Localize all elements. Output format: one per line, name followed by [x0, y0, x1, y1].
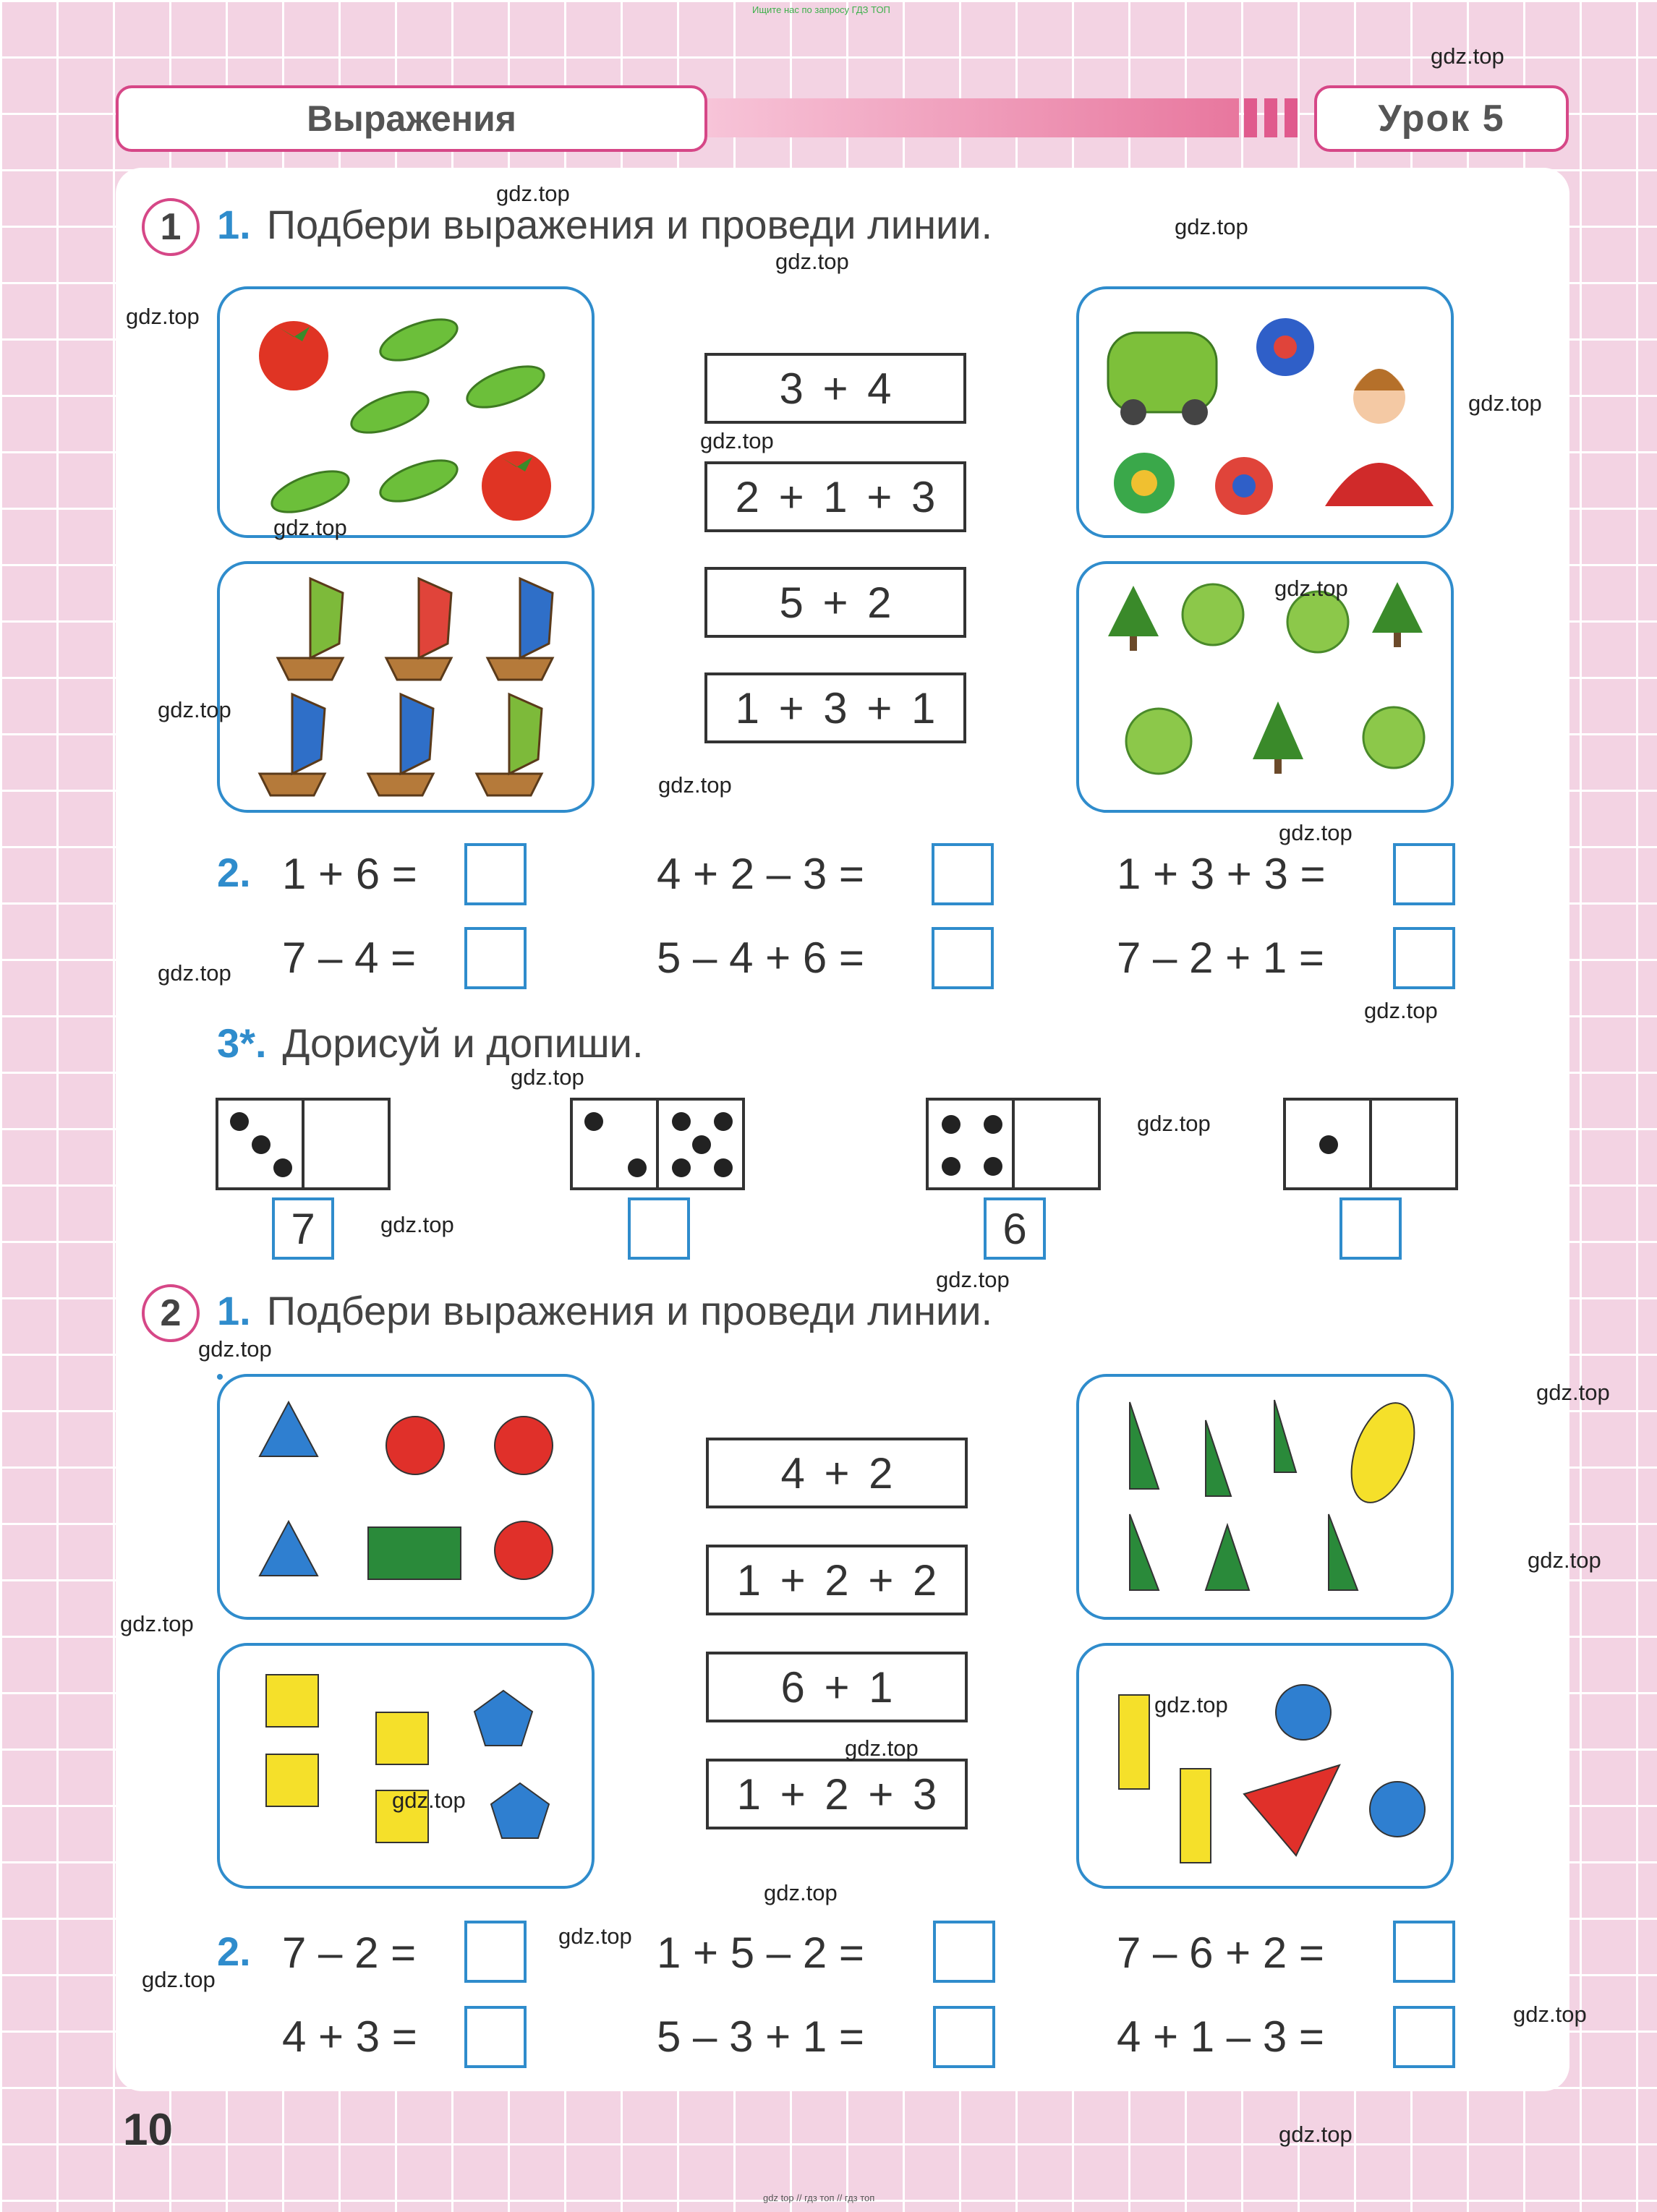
picture-box-triangles-circles[interactable] [217, 1374, 595, 1620]
expression-box[interactable]: 5 + 2 [704, 567, 966, 638]
watermark: gdz.top [1528, 1547, 1601, 1573]
domino [570, 1098, 745, 1190]
domino-dot [942, 1115, 960, 1134]
domino-dot [628, 1158, 647, 1177]
shapes-illustration [220, 1646, 592, 1886]
section-marker-2: 2 [142, 1284, 200, 1342]
equation: 1 + 3 + 3 = [1117, 850, 1326, 898]
header-stripe [1264, 98, 1277, 137]
expression-box[interactable]: 4 + 2 [706, 1438, 968, 1508]
watermark: gdz.top [511, 1064, 584, 1090]
domino-dot [714, 1158, 733, 1177]
domino [926, 1098, 1101, 1190]
equation: 1 + 5 – 2 = [657, 1929, 864, 1977]
pentagon-icon [474, 1691, 532, 1746]
watermark: gdz.top [1274, 576, 1348, 601]
shapes-illustration [1079, 1646, 1451, 1886]
task-number: 2. [217, 850, 251, 895]
task-number: 3*. [217, 1020, 267, 1066]
watermark: gdz.top [658, 772, 732, 798]
section1-task3 [217, 1020, 644, 1067]
domino-dot [942, 1157, 960, 1176]
triangle-icon [260, 1402, 318, 1456]
watermark: gdz.top [120, 1611, 194, 1636]
bottom-note: gdz top // гдз топ // гдз топ [763, 2192, 875, 2203]
watermark: gdz.top [142, 1967, 216, 1992]
top-note: Ищите нас по запросу ГДЗ ТОП [752, 4, 890, 15]
circle-icon [1276, 1685, 1331, 1740]
rectangle-icon [1119, 1695, 1149, 1789]
answer-box[interactable] [464, 1921, 527, 1983]
watermark: gdz.top [198, 1336, 272, 1362]
domino [216, 1098, 391, 1190]
watermark: gdz.top [380, 1212, 454, 1237]
domino-dot [984, 1115, 1002, 1134]
answer-box[interactable] [1393, 843, 1455, 905]
lesson-label [1314, 85, 1569, 152]
section2-task2-number [217, 1928, 267, 1975]
section1-task2-number [217, 849, 267, 896]
header-band [707, 98, 1239, 137]
expression-box[interactable]: 2 + 1 + 3 [704, 461, 966, 532]
expression-box[interactable]: 1 + 3 + 1 [704, 672, 966, 743]
watermark: gdz.top [1279, 2122, 1353, 2147]
domino-dot [230, 1112, 249, 1131]
domino-answer-box[interactable]: 7 [272, 1197, 334, 1260]
watermark: gdz.top [775, 249, 849, 274]
watermark: gdz.top [392, 1788, 466, 1813]
shapes-illustration [220, 1377, 592, 1617]
answer-box[interactable] [464, 2006, 527, 2068]
watermark: gdz.top [158, 960, 231, 986]
picture-box-toys[interactable] [1076, 286, 1454, 538]
answer-box[interactable] [1393, 2006, 1455, 2068]
domino [1283, 1098, 1458, 1190]
equation: 4 + 2 – 3 = [657, 850, 864, 898]
domino-dot [273, 1158, 292, 1177]
domino-dot [714, 1112, 733, 1131]
equation: 7 – 6 + 2 = [1117, 1929, 1324, 1977]
circle-icon [1370, 1782, 1425, 1837]
domino-half [1286, 1101, 1369, 1187]
picture-box-green-triangles[interactable] [1076, 1374, 1454, 1620]
watermark: gdz.top [126, 304, 200, 329]
domino-dot [984, 1157, 1002, 1176]
answer-box[interactable] [464, 843, 527, 905]
triangle-icon [1329, 1514, 1358, 1590]
watermark: gdz.top [496, 181, 570, 206]
triangle-icon [1130, 1402, 1159, 1489]
watermark: gdz.top [1431, 43, 1504, 69]
lesson-label-text: Урок 5 [1378, 98, 1505, 140]
domino-dot [672, 1158, 691, 1177]
rectangle-icon [1180, 1769, 1211, 1863]
answer-box[interactable] [1393, 927, 1455, 989]
answer-box[interactable] [932, 927, 994, 989]
domino-half [929, 1101, 1012, 1187]
watermark: gdz.top [764, 1880, 838, 1905]
triangle-icon [1274, 1400, 1296, 1472]
domino-dot [584, 1112, 603, 1131]
tomato-icon [482, 451, 551, 521]
vegetables-illustration [220, 289, 592, 535]
circle-icon [495, 1417, 553, 1474]
section2-task1 [217, 1287, 992, 1334]
domino-half-empty[interactable] [302, 1101, 388, 1187]
watermark: gdz.top [1175, 214, 1248, 239]
ball-icon [1215, 457, 1273, 515]
circle-icon [386, 1417, 444, 1474]
domino-half [656, 1101, 742, 1187]
ball-icon [1114, 453, 1175, 513]
picture-box-trees[interactable] [1076, 561, 1454, 813]
watermark: gdz.top [1536, 1380, 1610, 1405]
domino-answer-box[interactable] [1339, 1197, 1402, 1260]
watermark: gdz.top [700, 428, 774, 453]
triangle-icon [260, 1521, 318, 1576]
watermark: gdz.top [1137, 1111, 1211, 1136]
task-number: 1. [217, 202, 251, 247]
watermark: gdz.top [273, 515, 347, 540]
ball-icon [1256, 318, 1314, 376]
watermark: gdz.top [558, 1923, 632, 1949]
page-title [116, 85, 707, 152]
equation: 7 – 2 + 1 = [1117, 934, 1324, 982]
pentagon-icon [491, 1783, 549, 1838]
toys-illustration [1079, 289, 1451, 535]
answer-box[interactable] [932, 843, 994, 905]
header-stripe [1244, 98, 1257, 137]
task-number: 2. [217, 1929, 251, 1974]
equation: 4 + 1 – 3 = [1117, 2012, 1324, 2061]
expression-box[interactable]: 1 + 2 + 2 [706, 1545, 968, 1615]
section1-task1 [217, 201, 992, 248]
equation: 5 – 3 + 1 = [657, 2012, 864, 2061]
triangle-icon [1130, 1514, 1159, 1590]
answer-box[interactable] [464, 927, 527, 989]
watermark: gdz.top [1279, 820, 1353, 845]
task-text: Дорисуй и допиши. [282, 1020, 644, 1066]
oval-icon [1339, 1394, 1427, 1511]
shapes-illustration [1079, 1377, 1451, 1617]
page-number: 10 [123, 2105, 173, 2155]
equation: 4 + 3 = [282, 2012, 417, 2061]
watermark: gdz.top [1364, 998, 1438, 1023]
expression-box[interactable]: 6 + 1 [706, 1652, 968, 1722]
triangle-icon [1206, 1525, 1249, 1590]
equation: 5 – 4 + 6 = [657, 934, 864, 982]
trees-illustration [1079, 564, 1451, 810]
section-marker-1: 1 [142, 198, 200, 256]
page-title-text: Выражения [307, 98, 516, 139]
answer-box[interactable] [1393, 1921, 1455, 1983]
square-icon [266, 1754, 318, 1806]
triangle-icon [1206, 1420, 1231, 1496]
expression-box[interactable]: 1 + 2 + 3 [706, 1759, 968, 1829]
equation: 7 – 4 = [282, 934, 417, 982]
domino-answer-box[interactable] [628, 1197, 690, 1260]
domino-half [573, 1101, 656, 1187]
domino-dot [672, 1112, 691, 1131]
equation: 1 + 6 = [282, 850, 417, 898]
domino-half [218, 1101, 302, 1187]
car-icon [1108, 333, 1217, 425]
square-icon [376, 1712, 428, 1764]
watermark: gdz.top [158, 697, 231, 722]
domino-dot [252, 1135, 271, 1154]
task-text: Подбери выражения и проведи линии. [266, 202, 993, 247]
watermark: gdz.top [1468, 390, 1542, 416]
watermark: gdz.top [936, 1267, 1010, 1292]
watermark: gdz.top [1154, 1692, 1228, 1717]
picture-box-boats[interactable] [217, 561, 595, 813]
circle-icon [495, 1521, 553, 1579]
doll-icon [1325, 369, 1434, 506]
watermark: gdz.top [845, 1735, 919, 1761]
domino-dot [692, 1135, 711, 1154]
tomato-icon [259, 321, 328, 390]
boats-illustration [220, 564, 592, 810]
task-text: Подбери выражения и проведи линии. [266, 1288, 993, 1333]
picture-box-squares-pentagons[interactable] [217, 1643, 595, 1889]
square-icon [266, 1675, 318, 1727]
answer-box[interactable] [933, 1921, 995, 1983]
domino-dot [1319, 1135, 1338, 1154]
triangle-icon [1244, 1765, 1339, 1856]
domino-answer-box[interactable]: 6 [984, 1197, 1046, 1260]
picture-box-mixed-shapes[interactable] [1076, 1643, 1454, 1889]
header-stripe [1285, 98, 1298, 137]
task-number: 1. [217, 1288, 251, 1333]
watermark: gdz.top [1513, 2002, 1587, 2027]
rectangle-icon [368, 1527, 461, 1579]
answer-box[interactable] [933, 2006, 995, 2068]
picture-box-vegetables[interactable] [217, 286, 595, 538]
expression-box[interactable]: 3 + 4 [704, 353, 966, 424]
domino-half-empty[interactable] [1012, 1101, 1098, 1187]
equation: 7 – 2 = [282, 1929, 417, 1977]
domino-half-empty[interactable] [1369, 1101, 1455, 1187]
